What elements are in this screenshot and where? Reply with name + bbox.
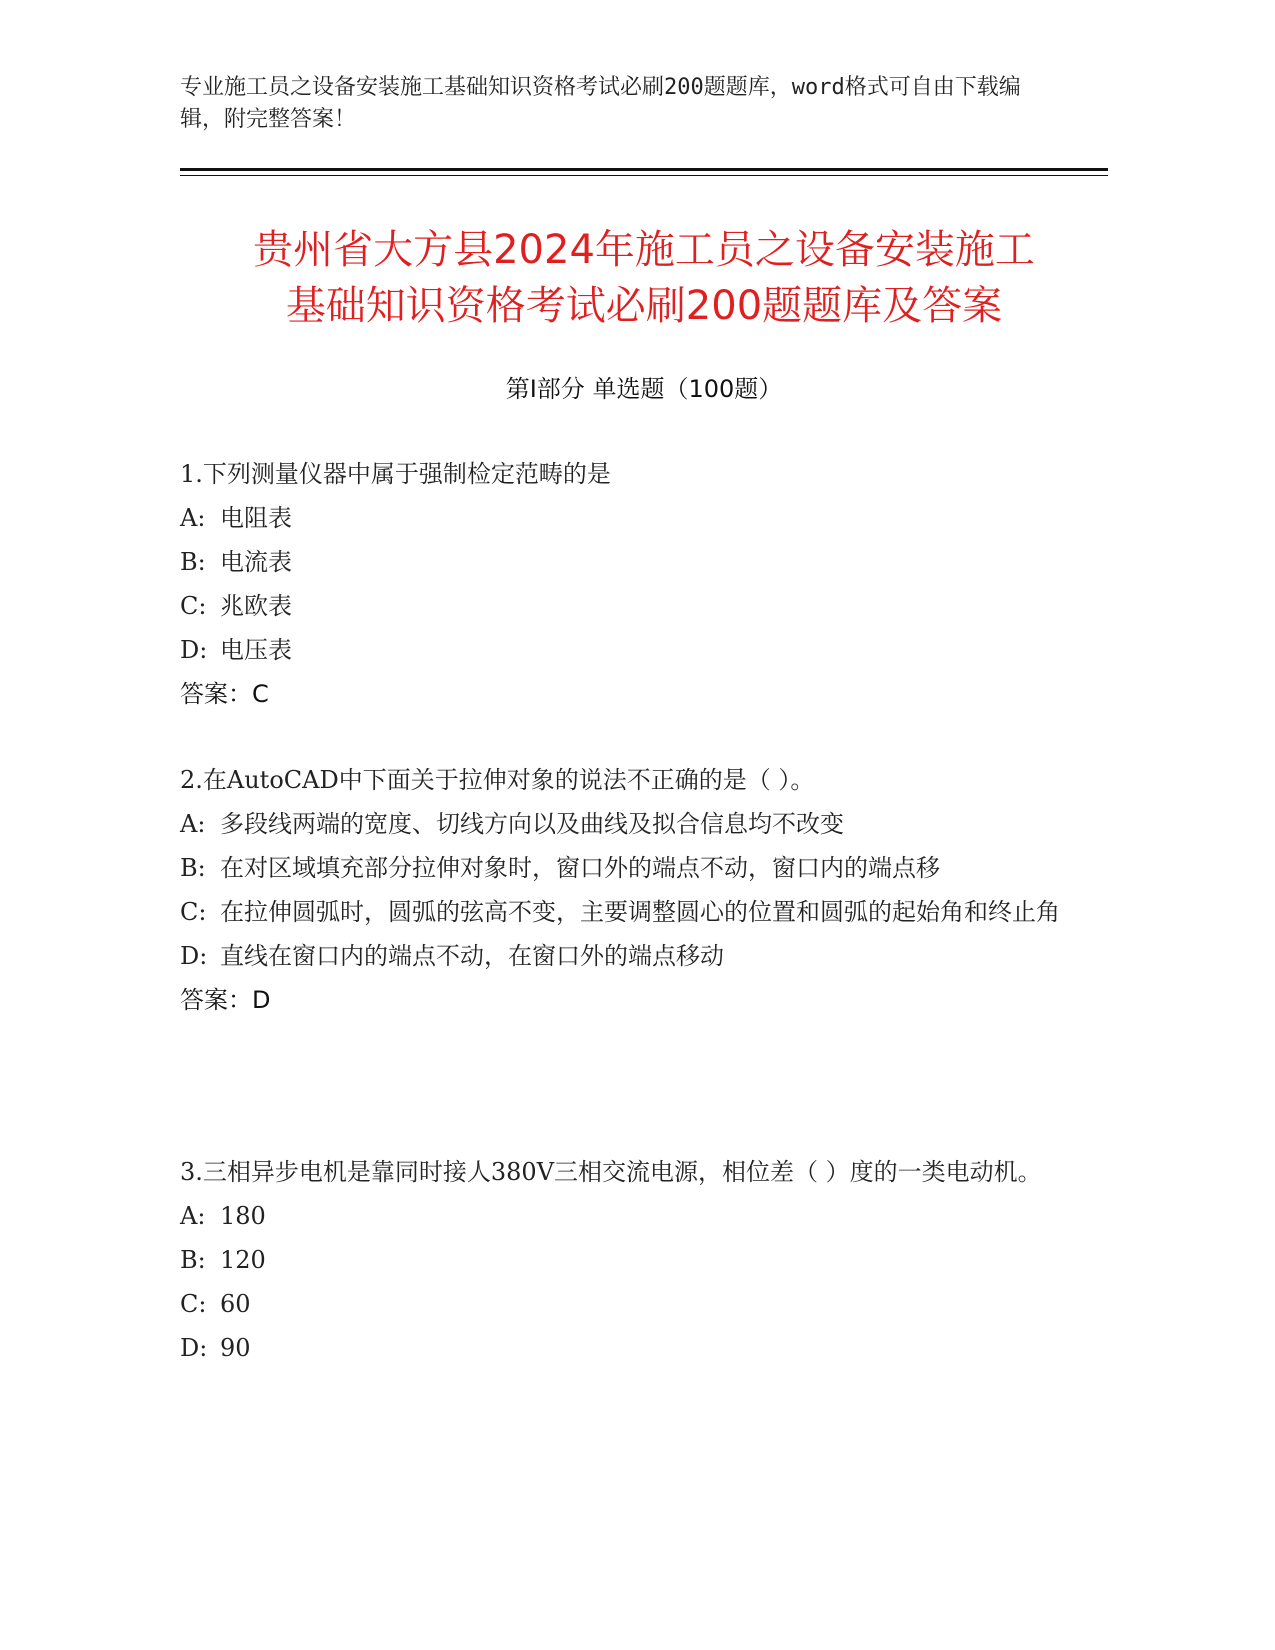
option-letter: B: [180,854,206,882]
option-b [180,540,1060,584]
option-text: 180 [220,1202,266,1230]
document-title [180,222,1108,334]
option-letter: C: [180,1290,207,1318]
option-text: 120 [220,1246,266,1274]
option-text: 在对区域填充部分拉伸对象时，窗口外的端点不动，窗口内的端点移 [220,854,940,882]
option-letter: B: [180,1246,206,1274]
question-stem: 1.下列测量仪器中属于强制检定范畴的是 [180,460,611,488]
option-letter: C: [180,898,207,926]
question-3 [180,1150,1060,1370]
option-c [180,890,1060,934]
header-divider-thin [180,175,1108,176]
question-stem: 3.三相异步电机是靠同时接人380V三相交流电源，相位差（ ）度的一类电动机。 [180,1158,1042,1186]
option-a [180,1194,1060,1238]
answer-label: 答案：D [180,986,271,1014]
question-stem: 2.在AutoCAD中下面关于拉伸对象的说法不正确的是（ ）。 [180,766,815,794]
option-letter: A: [180,810,206,838]
option-b [180,846,1060,890]
option-text: 兆欧表 [220,592,292,620]
option-letter: A: [180,1202,206,1230]
option-letter: B: [180,548,206,576]
question-1 [180,452,1060,716]
option-letter: D: [180,1334,208,1362]
option-b [180,1238,1060,1282]
title-line-2: 基础知识资格考试必刷200题题库及答案 [285,283,1003,329]
title-line-1: 贵州省大方县2024年施工员之设备安装施工 [253,227,1035,273]
section-heading: 第Ⅰ部分 单选题（100题） [505,375,783,403]
header-note: 专业施工员之设备安装施工基础知识资格考试必刷200题题库，word格式可自由下载编辑，附完整答案！ [180,75,1021,132]
option-text: 电压表 [220,636,292,664]
option-letter: D: [180,942,208,970]
option-letter: D: [180,636,208,664]
option-a [180,802,1060,846]
option-text: 60 [220,1290,251,1318]
option-d [180,1326,1060,1370]
option-c [180,1282,1060,1326]
answer-label: 答案：C [180,680,269,708]
option-text: 直线在窗口内的端点不动，在窗口外的端点移动 [220,942,724,970]
option-d [180,934,1060,978]
header-divider-thick [180,168,1108,171]
option-text: 90 [220,1334,251,1362]
question-2 [180,758,1060,1022]
option-letter: C: [180,592,207,620]
option-text: 在拉伸圆弧时，圆弧的弦高不变，主要调整圆心的位置和圆弧的起始角和终止角 [220,898,1060,926]
option-d [180,628,1060,672]
option-a [180,496,1060,540]
option-c [180,584,1060,628]
option-letter: A: [180,504,206,532]
option-text: 电阻表 [220,504,292,532]
option-text: 多段线两端的宽度、切线方向以及曲线及拟合信息均不改变 [220,810,844,838]
option-text: 电流表 [220,548,292,576]
